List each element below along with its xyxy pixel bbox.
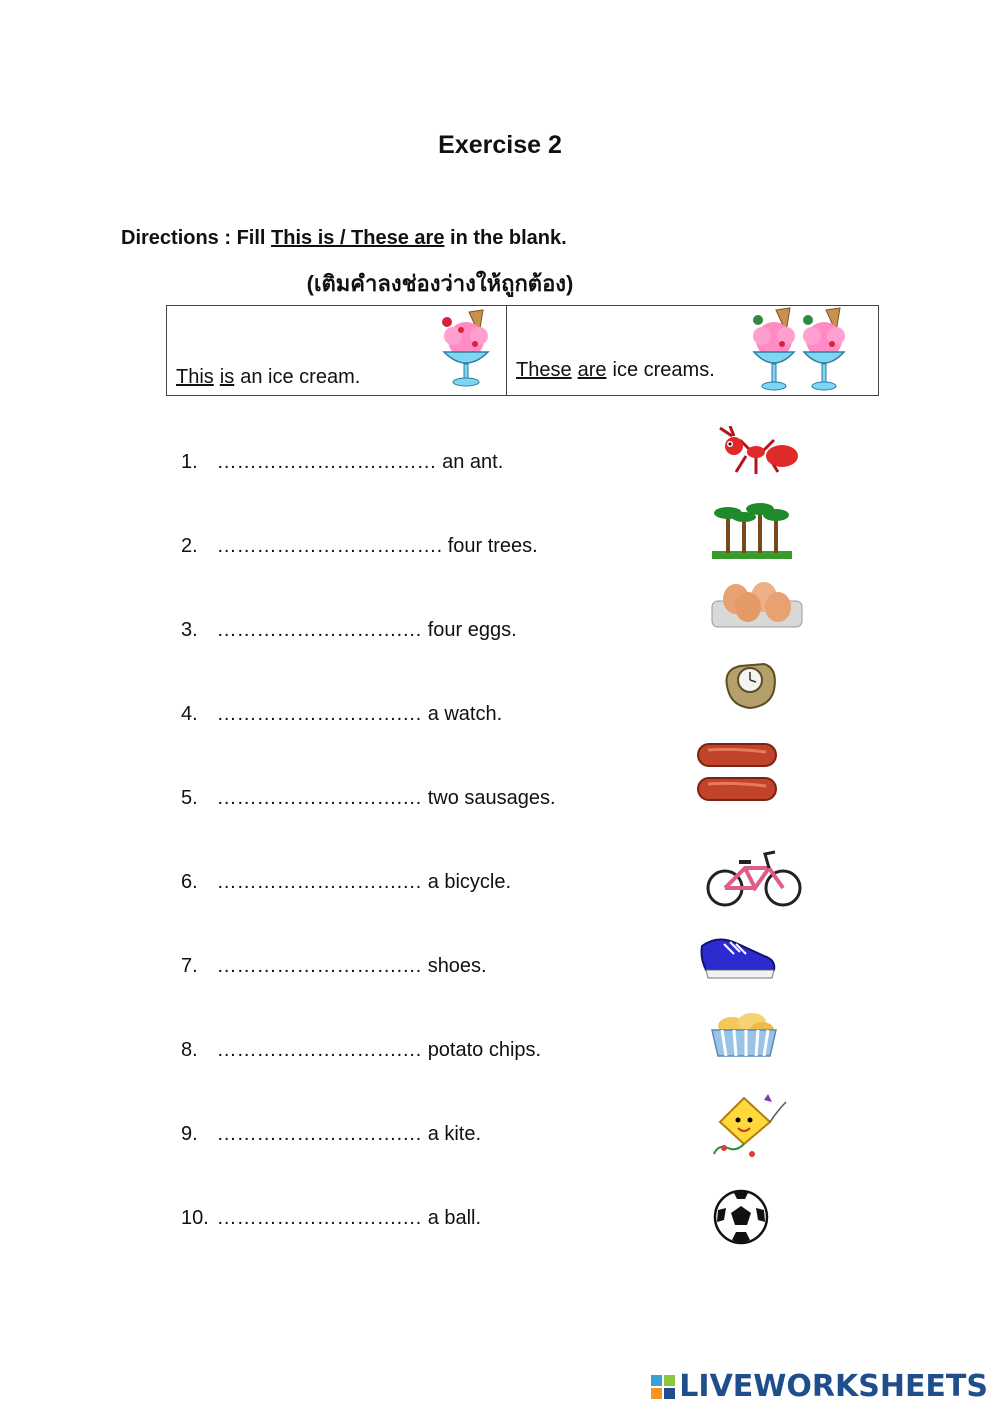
brand-watermark [651,1369,988,1404]
exercise-item [181,703,502,726]
exercise-item [181,1123,481,1146]
exercise-item [181,451,503,474]
example-sentence-singular [176,366,360,389]
example-subject: These [516,359,572,381]
item-number: 6. [181,871,198,893]
item-number: 7. [181,955,198,977]
sausages-icon [694,740,780,806]
answer-blank[interactable]: ……………………….… [216,787,423,809]
item-text: a kite. [427,1123,482,1145]
example-verb: are [577,359,607,381]
exercise-item [181,1039,541,1062]
exercise-item [181,871,511,894]
item-text: an ant. [442,451,504,473]
item-number: 8. [181,1039,198,1061]
bicycle-icon [705,848,803,908]
liveworksheets-logo-icon [651,1375,675,1399]
example-subject: This [176,366,214,388]
answer-blank[interactable]: ……………………….… [216,1123,423,1145]
directions-prefix: Directions : Fill [121,227,272,249]
eggs-icon [710,577,804,635]
palm-trees-icon [712,497,792,559]
item-text: potato chips. [427,1039,542,1061]
exercise-item [181,787,556,810]
exercise-item [181,535,538,558]
item-number: 1. [181,451,198,473]
item-text: two sausages. [427,787,556,809]
example-sentence-plural [516,359,715,382]
sneakers-icon [698,932,778,982]
item-text: a bicycle. [427,871,512,893]
item-number: 9. [181,1123,198,1145]
thai-instruction: (เติมคำลงช่องว่างให้ถูกต้อง) [306,271,574,296]
ice-cream-sundae-icon [439,308,493,388]
kite-icon [708,1092,792,1160]
item-text: a ball. [427,1207,482,1229]
watch-icon [720,660,780,712]
answer-blank[interactable]: ……………………….… [216,871,423,893]
example-rest: an ice cream. [240,366,361,388]
answer-blank[interactable]: ……………………….… [216,619,423,641]
example-cell-singular [167,306,507,395]
item-text: four trees. [447,535,538,557]
exercise-item [181,1207,481,1230]
page-title: Exercise 2 [438,131,562,159]
item-number: 5. [181,787,198,809]
answer-blank[interactable]: ……………………….… [216,1039,423,1061]
soccer-ball-icon [712,1188,770,1246]
example-rest: ice creams. [612,359,715,381]
answer-blank[interactable]: ……………………………. [216,535,443,557]
item-number: 4. [181,703,198,725]
item-text: a watch. [427,703,503,725]
answer-blank[interactable]: ……………………….… [216,703,423,725]
brand-name: LIVEWORKSHEETS [679,1369,988,1404]
exercise-item [181,619,517,642]
item-number: 10. [181,1207,209,1229]
ant-icon [712,426,802,476]
exercise-item [181,955,487,978]
item-text: four eggs. [427,619,517,641]
answer-blank[interactable]: …………………………… [216,451,437,473]
item-text: shoes. [427,955,487,977]
item-number: 3. [181,619,198,641]
two-ice-cream-sundaes-icon [752,306,848,394]
example-verb: is [219,366,235,388]
potato-chips-icon [708,1010,780,1060]
directions-suffix: in the blank. [444,227,567,249]
directions [121,227,567,250]
item-number: 2. [181,535,198,557]
answer-blank[interactable]: ……………………….… [216,1207,423,1229]
answer-blank[interactable]: ……………………….… [216,955,423,977]
directions-keywords: This is / These are [271,227,445,249]
example-cell-plural [507,306,878,395]
example-table [166,305,879,396]
